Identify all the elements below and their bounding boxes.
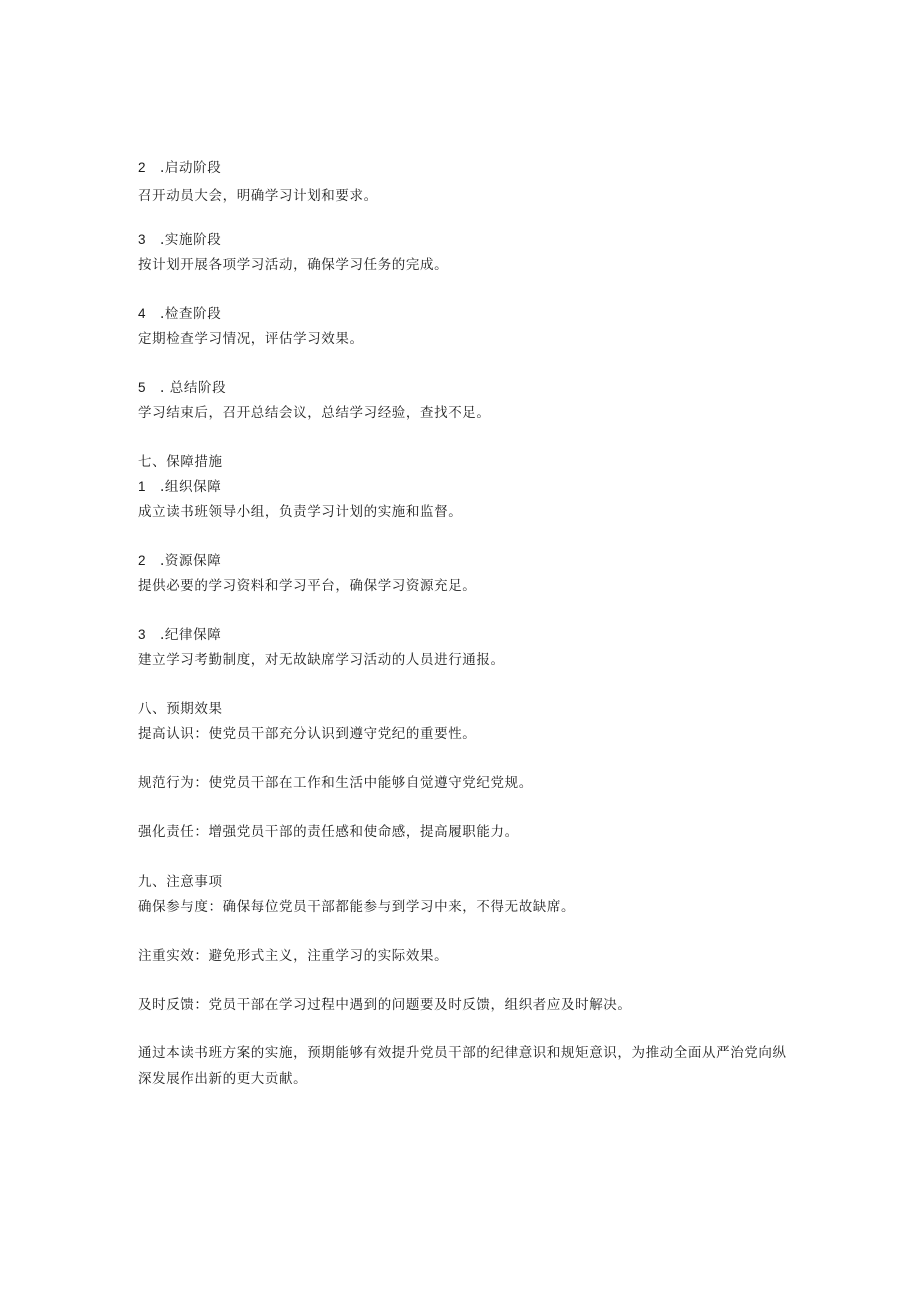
section-number: 4 [138,306,147,321]
section-heading [138,159,221,177]
note-item: 及时反馈：党员干部在学习过程中遇到的问题要及时反馈，组织者应及时解决。 [138,997,632,1013]
chapter-heading: 七、保障措施 [138,454,223,470]
section-number: 3 [138,232,147,247]
section-heading [138,231,221,249]
section-number: 3 [138,627,147,642]
section-title: .实施阶段 [160,232,222,248]
section-title: .启动阶段 [160,160,222,176]
section-body: 定期检查学习情况，评估学习效果。 [138,331,364,347]
section-body: 提供必要的学习资料和学习平台，确保学习资源充足。 [138,578,477,594]
section-number: 5 [138,380,147,395]
note-item: 注重实效：避免形式主义，注重学习的实际效果。 [138,948,449,964]
section-heading [138,552,221,570]
section-heading [138,379,226,397]
section-body: 成立读书班领导小组，负责学习计划的实施和监督。 [138,504,463,520]
effect-item: 强化责任：增强党员干部的责任感和使命感，提高履职能力。 [138,824,519,840]
section-heading [138,478,221,496]
chapter-heading: 八、预期效果 [138,701,223,717]
section-title: .资源保障 [160,553,222,569]
section-heading [138,305,221,323]
section-title: .组织保障 [160,479,222,495]
section-number: 2 [138,160,147,175]
section-heading [138,626,221,644]
section-body: 召开动员大会，明确学习计划和要求。 [138,188,378,204]
conclusion-paragraph: 通过本读书班方案的实施，预期能够有效提升党员干部的纪律意识和规矩意识，为推动全面从严治党向纵深发展作出新的更大贡献。 [138,1045,787,1087]
section-number: 1 [138,479,147,494]
section-title: .检查阶段 [160,306,222,322]
note-item: 确保参与度：确保每位党员干部都能参与到学习中来，不得无故缺席。 [138,899,576,915]
chapter-heading: 九、注意事项 [138,874,223,890]
section-number: 2 [138,553,147,568]
section-title: . 总结阶段 [160,380,227,396]
effect-item: 规范行为：使党员干部在工作和生活中能够自觉遵守党纪党规。 [138,775,533,791]
effect-item: 提高认识：使党员干部充分认识到遵守党纪的重要性。 [138,726,477,742]
section-body: 学习结束后，召开总结会议，总结学习经验，查找不足。 [138,405,491,421]
section-body: 按计划开展各项学习活动，确保学习任务的完成。 [138,257,449,273]
section-title: .纪律保障 [160,627,222,643]
section-body: 建立学习考勤制度，对无故缺席学习活动的人员进行通报。 [138,652,505,668]
